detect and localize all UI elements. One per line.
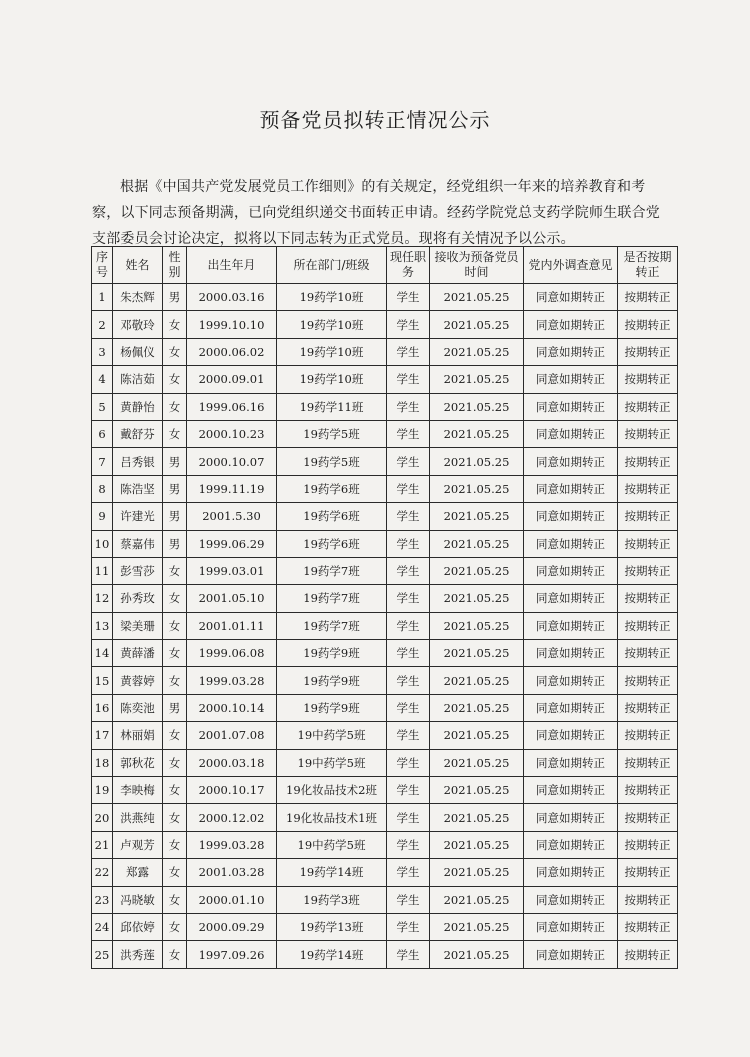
cell-survey: 同意如期转正 [524,612,618,639]
cell-survey: 同意如期转正 [524,640,618,667]
cell-admit-date: 2021.05.25 [430,530,524,557]
cell-dob: 2000.10.17 [187,777,277,804]
cell-admit-date: 2021.05.25 [430,311,524,338]
cell-sex: 女 [163,338,187,365]
cell-survey: 同意如期转正 [524,585,618,612]
cell-survey: 同意如期转正 [524,886,618,913]
cell-dept: 19药学3班 [277,886,387,913]
cell-result: 按期转正 [618,722,678,749]
cell-name: 洪燕纯 [113,804,163,831]
cell-result: 按期转正 [618,886,678,913]
cell-no: 17 [92,722,113,749]
cell-dob: 2000.03.16 [187,284,277,311]
cell-position: 学生 [387,557,430,584]
cell-admit-date: 2021.05.25 [430,366,524,393]
cell-sex: 女 [163,311,187,338]
table-row [92,913,678,940]
header-result: 是否按期转正 [618,247,678,284]
cell-name: 邱依婷 [113,913,163,940]
cell-dept: 19化妆品技术1班 [277,804,387,831]
cell-dept: 19化妆品技术2班 [277,777,387,804]
table-row [92,804,678,831]
cell-result: 按期转正 [618,831,678,858]
cell-dob: 2000.10.23 [187,420,277,447]
cell-admit-date: 2021.05.25 [430,831,524,858]
cell-dept: 19药学14班 [277,941,387,968]
cell-name: 黄薛潘 [113,640,163,667]
cell-result: 按期转正 [618,585,678,612]
cell-result: 按期转正 [618,913,678,940]
table-row [92,640,678,667]
cell-position: 学生 [387,612,430,639]
cell-name: 邓敬玲 [113,311,163,338]
cell-position: 学生 [387,448,430,475]
cell-sex: 女 [163,393,187,420]
cell-no: 12 [92,585,113,612]
cell-sex: 女 [163,777,187,804]
cell-admit-date: 2021.05.25 [430,393,524,420]
cell-result: 按期转正 [618,393,678,420]
cell-no: 4 [92,366,113,393]
cell-dept: 19药学14班 [277,859,387,886]
cell-admit-date: 2021.05.25 [430,585,524,612]
cell-name: 陈奕池 [113,694,163,721]
cell-sex: 女 [163,420,187,447]
cell-result: 按期转正 [618,338,678,365]
table-row [92,557,678,584]
table-row [92,366,678,393]
cell-name: 吕秀银 [113,448,163,475]
cell-no: 10 [92,530,113,557]
cell-position: 学生 [387,913,430,940]
table-row [92,503,678,530]
table-row [92,475,678,502]
cell-result: 按期转正 [618,640,678,667]
cell-dept: 19药学6班 [277,530,387,557]
table-row [92,338,678,365]
table-header-row [92,247,678,284]
cell-position: 学生 [387,859,430,886]
cell-sex: 女 [163,831,187,858]
cell-name: 戴舒芬 [113,420,163,447]
cell-dob: 1999.06.29 [187,530,277,557]
cell-admit-date: 2021.05.25 [430,640,524,667]
table-row [92,667,678,694]
cell-admit-date: 2021.05.25 [430,284,524,311]
table-row [92,831,678,858]
cell-admit-date: 2021.05.25 [430,913,524,940]
cell-position: 学生 [387,393,430,420]
cell-dob: 2000.01.10 [187,886,277,913]
cell-dept: 19药学9班 [277,640,387,667]
cell-sex: 女 [163,366,187,393]
cell-result: 按期转正 [618,530,678,557]
cell-survey: 同意如期转正 [524,941,618,968]
cell-sex: 男 [163,284,187,311]
cell-admit-date: 2021.05.25 [430,804,524,831]
cell-admit-date: 2021.05.25 [430,612,524,639]
cell-admit-date: 2021.05.25 [430,722,524,749]
header-dob: 出生年月 [187,247,277,284]
cell-survey: 同意如期转正 [524,667,618,694]
cell-no: 7 [92,448,113,475]
cell-sex: 男 [163,475,187,502]
cell-dob: 1997.09.26 [187,941,277,968]
cell-result: 按期转正 [618,777,678,804]
table-header [92,247,678,284]
cell-admit-date: 2021.05.25 [430,557,524,584]
cell-dob: 1999.06.16 [187,393,277,420]
cell-name: 黄静怡 [113,393,163,420]
cell-position: 学生 [387,941,430,968]
cell-position: 学生 [387,475,430,502]
cell-no: 15 [92,667,113,694]
cell-position: 学生 [387,777,430,804]
cell-dob: 1999.03.28 [187,831,277,858]
table-row [92,393,678,420]
cell-no: 24 [92,913,113,940]
cell-no: 18 [92,749,113,776]
cell-dept: 19药学10班 [277,311,387,338]
cell-dob: 2000.12.02 [187,804,277,831]
cell-no: 13 [92,612,113,639]
cell-dept: 19药学6班 [277,503,387,530]
cell-name: 李映梅 [113,777,163,804]
cell-survey: 同意如期转正 [524,366,618,393]
cell-dob: 1999.10.10 [187,311,277,338]
cell-dept: 19药学7班 [277,585,387,612]
cell-admit-date: 2021.05.25 [430,886,524,913]
cell-admit-date: 2021.05.25 [430,694,524,721]
cell-result: 按期转正 [618,420,678,447]
cell-dob: 2001.07.08 [187,722,277,749]
cell-survey: 同意如期转正 [524,420,618,447]
cell-dept: 19药学5班 [277,448,387,475]
cell-position: 学生 [387,831,430,858]
cell-name: 郑露 [113,859,163,886]
cell-admit-date: 2021.05.25 [430,475,524,502]
cell-sex: 女 [163,859,187,886]
cell-position: 学生 [387,585,430,612]
cell-result: 按期转正 [618,612,678,639]
cell-dept: 19中药学5班 [277,722,387,749]
cell-dept: 19药学7班 [277,557,387,584]
cell-sex: 女 [163,640,187,667]
cell-sex: 女 [163,913,187,940]
cell-sex: 女 [163,667,187,694]
cell-result: 按期转正 [618,694,678,721]
table-row [92,941,678,968]
table-row [92,886,678,913]
cell-survey: 同意如期转正 [524,859,618,886]
cell-survey: 同意如期转正 [524,448,618,475]
cell-dob: 1999.03.28 [187,667,277,694]
cell-position: 学生 [387,640,430,667]
cell-dob: 2000.10.14 [187,694,277,721]
cell-dept: 19药学10班 [277,338,387,365]
cell-dept: 19药学11班 [277,393,387,420]
cell-position: 学生 [387,804,430,831]
cell-survey: 同意如期转正 [524,831,618,858]
cell-no: 6 [92,420,113,447]
cell-result: 按期转正 [618,667,678,694]
cell-dob: 2001.01.11 [187,612,277,639]
cell-position: 学生 [387,886,430,913]
cell-survey: 同意如期转正 [524,722,618,749]
cell-position: 学生 [387,530,430,557]
intro-paragraph: 根据《中国共产党发展党员工作细则》的有关规定，经党组织一年来的培养教育和考察，以下同志预备期满，已向党组织递交书面转正申请。经药学院党总支药学院师生联合党支部委员会讨论决定，拟将以下同志转为正式党员。现将有关情况予以公示。 [92,179,660,247]
header-no: 序号 [92,247,113,284]
header-name: 姓名 [113,247,163,284]
cell-name: 郭秋花 [113,749,163,776]
cell-dob: 2000.10.07 [187,448,277,475]
cell-position: 学生 [387,338,430,365]
cell-name: 许建光 [113,503,163,530]
cell-position: 学生 [387,284,430,311]
cell-survey: 同意如期转正 [524,913,618,940]
cell-sex: 男 [163,503,187,530]
cell-result: 按期转正 [618,503,678,530]
cell-sex: 女 [163,557,187,584]
cell-admit-date: 2021.05.25 [430,941,524,968]
cell-no: 11 [92,557,113,584]
cell-result: 按期转正 [618,941,678,968]
cell-name: 卢观芳 [113,831,163,858]
cell-result: 按期转正 [618,366,678,393]
cell-survey: 同意如期转正 [524,393,618,420]
cell-name: 林丽娟 [113,722,163,749]
cell-dept: 19药学5班 [277,420,387,447]
cell-survey: 同意如期转正 [524,475,618,502]
cell-no: 14 [92,640,113,667]
cell-no: 1 [92,284,113,311]
cell-name: 陈浩坚 [113,475,163,502]
cell-position: 学生 [387,503,430,530]
cell-result: 按期转正 [618,804,678,831]
cell-dob: 2001.05.10 [187,585,277,612]
cell-no: 16 [92,694,113,721]
cell-dept: 19药学6班 [277,475,387,502]
cell-result: 按期转正 [618,557,678,584]
cell-admit-date: 2021.05.25 [430,667,524,694]
cell-admit-date: 2021.05.25 [430,448,524,475]
cell-sex: 男 [163,694,187,721]
cell-admit-date: 2021.05.25 [430,420,524,447]
table-row [92,420,678,447]
cell-dept: 19中药学5班 [277,831,387,858]
cell-sex: 女 [163,585,187,612]
cell-name: 陈洁茹 [113,366,163,393]
cell-dept: 19药学10班 [277,284,387,311]
table-row [92,859,678,886]
cell-no: 20 [92,804,113,831]
cell-dob: 2000.09.29 [187,913,277,940]
table-row [92,311,678,338]
cell-position: 学生 [387,311,430,338]
member-table [91,246,678,969]
cell-sex: 女 [163,886,187,913]
cell-name: 彭雪莎 [113,557,163,584]
cell-result: 按期转正 [618,284,678,311]
cell-dept: 19药学9班 [277,694,387,721]
cell-dept: 19药学7班 [277,612,387,639]
cell-name: 冯晓敏 [113,886,163,913]
cell-sex: 女 [163,612,187,639]
cell-name: 朱杰辉 [113,284,163,311]
cell-no: 25 [92,941,113,968]
cell-admit-date: 2021.05.25 [430,503,524,530]
cell-position: 学生 [387,420,430,447]
cell-survey: 同意如期转正 [524,749,618,776]
cell-position: 学生 [387,366,430,393]
page-title: 预备党员拟转正情况公示 [259,108,491,132]
cell-dob: 1999.06.08 [187,640,277,667]
cell-no: 23 [92,886,113,913]
header-dept: 所在部门/班级 [277,247,387,284]
table-body [92,284,678,969]
cell-dept: 19药学13班 [277,913,387,940]
cell-dob: 2000.09.01 [187,366,277,393]
cell-dob: 2001.03.28 [187,859,277,886]
cell-dob: 2000.03.18 [187,749,277,776]
cell-dob: 2001.5.30 [187,503,277,530]
cell-survey: 同意如期转正 [524,503,618,530]
cell-position: 学生 [387,667,430,694]
cell-no: 21 [92,831,113,858]
cell-name: 蔡嘉伟 [113,530,163,557]
cell-name: 杨佩仪 [113,338,163,365]
cell-result: 按期转正 [618,749,678,776]
cell-no: 19 [92,777,113,804]
cell-survey: 同意如期转正 [524,777,618,804]
header-sex: 性别 [163,247,187,284]
cell-survey: 同意如期转正 [524,311,618,338]
cell-survey: 同意如期转正 [524,557,618,584]
table-row [92,749,678,776]
cell-dept: 19药学10班 [277,366,387,393]
cell-admit-date: 2021.05.25 [430,777,524,804]
cell-admit-date: 2021.05.25 [430,338,524,365]
table-row [92,777,678,804]
cell-position: 学生 [387,722,430,749]
table-row [92,612,678,639]
cell-sex: 女 [163,941,187,968]
cell-name: 梁美珊 [113,612,163,639]
cell-survey: 同意如期转正 [524,284,618,311]
table-row [92,448,678,475]
cell-survey: 同意如期转正 [524,804,618,831]
cell-survey: 同意如期转正 [524,694,618,721]
cell-dob: 2000.06.02 [187,338,277,365]
cell-dob: 1999.03.01 [187,557,277,584]
table-row [92,585,678,612]
cell-dept: 19药学9班 [277,667,387,694]
cell-result: 按期转正 [618,311,678,338]
cell-dob: 1999.11.19 [187,475,277,502]
cell-result: 按期转正 [618,448,678,475]
cell-sex: 男 [163,530,187,557]
cell-survey: 同意如期转正 [524,338,618,365]
cell-sex: 男 [163,448,187,475]
cell-name: 黄蓉婷 [113,667,163,694]
table-row [92,530,678,557]
cell-sex: 女 [163,722,187,749]
cell-no: 8 [92,475,113,502]
cell-survey: 同意如期转正 [524,530,618,557]
header-survey: 党内外调查意见 [524,247,618,284]
cell-position: 学生 [387,749,430,776]
table-row [92,284,678,311]
cell-name: 孙秀玫 [113,585,163,612]
cell-no: 2 [92,311,113,338]
cell-no: 22 [92,859,113,886]
cell-result: 按期转正 [618,475,678,502]
cell-result: 按期转正 [618,859,678,886]
table-row [92,722,678,749]
cell-no: 3 [92,338,113,365]
cell-no: 9 [92,503,113,530]
cell-sex: 女 [163,749,187,776]
header-position: 现任职务 [387,247,430,284]
cell-position: 学生 [387,694,430,721]
table-row [92,694,678,721]
cell-dept: 19中药学5班 [277,749,387,776]
cell-name: 洪秀莲 [113,941,163,968]
header-admit-date: 接收为预备党员时间 [430,247,524,284]
cell-no: 5 [92,393,113,420]
cell-admit-date: 2021.05.25 [430,749,524,776]
cell-sex: 女 [163,804,187,831]
cell-admit-date: 2021.05.25 [430,859,524,886]
